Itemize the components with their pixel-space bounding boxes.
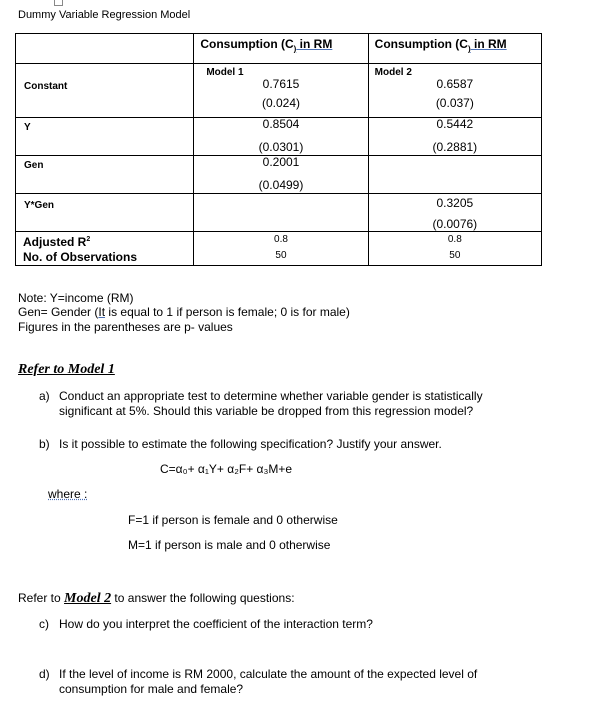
row-label-gen: Gen	[24, 160, 44, 171]
header-model1-cell	[194, 34, 368, 64]
adj-r2-sup: 2	[86, 236, 91, 243]
ygen-m2-coef: 0.3205	[436, 196, 474, 210]
refer2-model: Model 2	[64, 591, 112, 606]
question-d-line-1: If the level of income is RM 2000, calculate the amount of the expected level of	[59, 667, 478, 681]
question-a-letter: a)	[39, 389, 50, 403]
table-row	[16, 194, 542, 232]
gen-label-cell	[16, 156, 194, 194]
row-label-y: Y	[24, 122, 31, 133]
question-a-line-1: Conduct an appropriate test to determine whether variable gender is statistically	[59, 389, 483, 403]
ygen-m2-pvalue: (0.0076)	[432, 217, 478, 231]
y-m1-cell	[194, 118, 368, 156]
gen-m1-coef: 0.2001	[262, 155, 300, 169]
where-label: where :	[48, 487, 88, 501]
model1-label: Model 1	[206, 67, 244, 78]
note-line-3: Figures in the parentheses are p- values	[18, 320, 233, 334]
summary-m1-cell	[194, 232, 368, 266]
constant-m2-coef: 0.6587	[436, 76, 474, 91]
y-m1-pvalue: (0.0301)	[258, 140, 304, 154]
adj-r2-label: Adjusted R	[23, 235, 87, 249]
document-title: Dummy Variable Regression Model	[18, 9, 191, 21]
note-line-2-link: It	[98, 305, 106, 319]
summary-label-cell	[16, 232, 194, 266]
header-empty-cell	[16, 34, 194, 64]
constant-m2-cell	[368, 76, 541, 118]
constant-m1-pvalue: (0.024)	[261, 95, 300, 110]
gen-m2-cell	[368, 156, 541, 194]
note-line-2-prefix: Gen= Gender (	[18, 305, 99, 319]
m1-observations: 50	[275, 250, 287, 261]
question-d-letter: d)	[39, 667, 50, 681]
note-line-2-suffix: is equal to 1 if person is female; 0 is for male)	[105, 305, 350, 319]
y-m2-coef: 0.5442	[436, 117, 474, 131]
f-definition: F=1 if person is female and 0 otherwise	[128, 513, 338, 527]
constant-label-cell	[16, 64, 194, 118]
y-m1-coef: 0.8504	[262, 117, 300, 131]
header-col3-prefix: Consumption (C	[374, 37, 468, 51]
question-b-text: Is it possible to estimate the following specification? Justify your answer.	[59, 437, 442, 451]
header-col3-suffix: in RM	[470, 37, 507, 51]
constant-m2-pvalue: (0.037)	[435, 95, 474, 110]
y-m2-cell	[368, 118, 541, 156]
obs-label: No. of Observations	[23, 250, 138, 264]
ygen-m1-cell	[194, 194, 368, 232]
m2-observations: 50	[449, 250, 461, 261]
table-header-row	[16, 34, 542, 64]
regression-table	[15, 33, 542, 266]
summary-m2-cell	[368, 232, 541, 266]
note-line-2	[18, 305, 350, 319]
specification-equation: C=α₀+ α₁Y+ α₂F+ α₃M+e	[160, 462, 293, 476]
constant-m1-coef: 0.7615	[262, 76, 300, 91]
m2-adj-r2: 0.8	[447, 234, 462, 245]
table-row	[16, 156, 542, 194]
refer-model2-line	[18, 591, 295, 607]
refer-model1-heading: Refer to Model 1	[18, 362, 115, 377]
refer2-suffix: to answer the following questions:	[111, 591, 295, 605]
question-c-letter: c)	[39, 617, 49, 631]
header-col2-prefix: Consumption (C	[200, 37, 294, 51]
row-label-ygen: Y*Gen	[24, 200, 55, 211]
table-row	[16, 118, 542, 156]
model2-label: Model 2	[374, 67, 412, 78]
header-col3-sub: )	[467, 44, 471, 54]
gen-m1-cell	[194, 156, 368, 194]
constant-m1-cell	[194, 76, 368, 118]
gen-m1-pvalue: (0.0499)	[258, 178, 304, 192]
m1-adj-r2: 0.8	[274, 234, 288, 245]
y-label-cell	[16, 118, 194, 156]
m-definition: M=1 if person is male and 0 otherwise	[128, 538, 331, 552]
header-model2-cell	[368, 34, 541, 64]
note-line-1: Note: Y=income (RM)	[18, 291, 134, 305]
question-b-letter: b)	[39, 437, 50, 451]
table-row	[16, 232, 542, 266]
question-a-line-2: significant at 5%. Should this variable be dropped from this regression model?	[59, 404, 474, 418]
row-label-constant: Constant	[24, 81, 68, 92]
question-d-line-2: consumption for male and female?	[59, 682, 244, 696]
refer2-prefix: Refer to	[18, 591, 65, 605]
corner-mark	[54, 0, 63, 6]
header-col2-suffix: in RM	[296, 37, 333, 51]
ygen-m2-cell	[368, 194, 541, 232]
header-col2-sub: )	[293, 44, 297, 54]
question-c-text: How do you interpret the coefficient of the interaction term?	[59, 617, 373, 631]
y-m2-pvalue: (0.2881)	[432, 140, 478, 154]
ygen-label-cell	[16, 194, 194, 232]
